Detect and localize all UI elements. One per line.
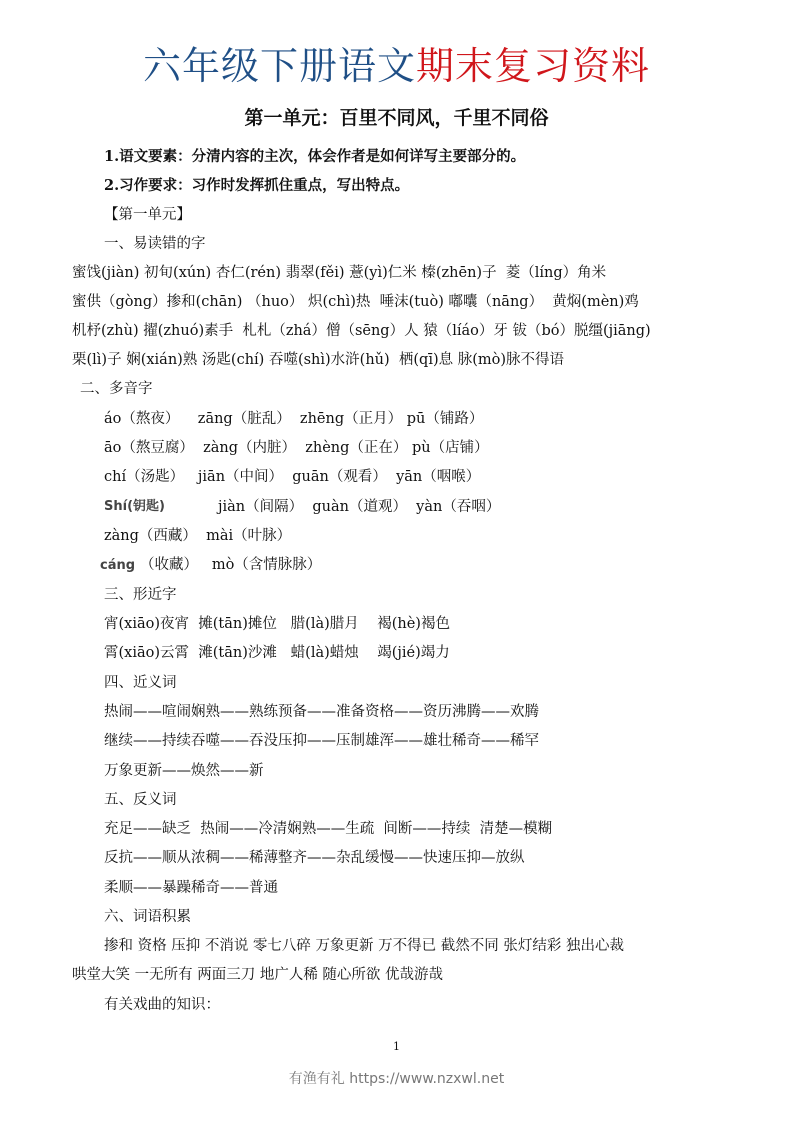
section-heading: 二、多音字 bbox=[80, 381, 153, 397]
text-line: 宵(xiāo)夜宵 摊(tān)摊位 腊(là)腊月 褐(hè)褐色 bbox=[104, 616, 450, 632]
text-line: 继续——持续吞噬——吞没压抑——压制雄浑——雄壮稀奇——稀罕 bbox=[104, 733, 539, 749]
text-line: 哄堂大笑 一无所有 两面三刀 地广人稀 随心所欲 优哉游哉 bbox=[72, 967, 444, 983]
section-heading: 四、近义词 bbox=[104, 675, 177, 691]
text-line: Shí(钥匙) bbox=[104, 499, 165, 514]
page-number: 1 bbox=[393, 1040, 400, 1053]
text-line: zàng（西藏） mài（叶脉） bbox=[104, 528, 292, 544]
text-line: cáng bbox=[100, 558, 136, 573]
text-line: chí（汤匙） jiān（中间） guān（观看） yān（咽喉） bbox=[104, 469, 481, 485]
text-line: 热闹——喧闹娴熟——熟练预备——准备资格——资历沸腾——欢腾 bbox=[104, 704, 539, 720]
text-line: áo（熬夜） zāng（脏乱） zhēng（正月） pū（铺路） bbox=[104, 411, 484, 427]
page-title bbox=[0, 36, 793, 96]
text-line: 蜜供（gòng）掺和(chān) （huo） 炽(chì)热 唾沫(tuò) 嘟囔（nāng） 黄焖(mèn)鸡 bbox=[72, 294, 639, 310]
text-line: 万象更新——焕然——新 bbox=[104, 763, 264, 779]
text-line: 柔顺——暴躁稀奇——普通 bbox=[104, 880, 278, 896]
text-line: 蜜饯(jiàn) 初旬(xún) 杏仁(rén) 翡翠(fěi) 薏(yì)仁米 榛(zhēn)子 菱（líng）角米 bbox=[72, 265, 607, 281]
text-line: 掺和 资格 压抑 不消说 零七八碎 万象更新 万不得已 截然不同 张灯结彩 独出心裁 bbox=[104, 938, 624, 954]
section-heading: 一、易读错的字 bbox=[104, 236, 206, 252]
text-line: 有关戏曲的知识： bbox=[104, 997, 220, 1013]
unit-subtitle: 第一单元：百里不同风，千里不同俗 bbox=[244, 107, 549, 129]
text-line: 机杼(zhù) 擢(zhuó)素手 札札（zhá）僧（sēng）人 猿（líáo）牙 钹（bó）脱缰(jiāng) bbox=[72, 323, 651, 339]
section-heading: 三、形近字 bbox=[104, 587, 177, 603]
text-line: （收藏） mò（含情脉脉） bbox=[140, 557, 322, 573]
text-line: 充足——缺乏 热闹——冷清娴熟——生疏 间断——持续 清楚—模糊 bbox=[104, 821, 553, 837]
title-part-1: 六年级下册语文 bbox=[142, 44, 416, 88]
text-line: 霄(xiāo)云霄 滩(tān)沙滩 蜡(là)蜡烛 竭(jié)竭力 bbox=[104, 645, 450, 661]
requirement-line: 2.习作要求：习作时发挥抓住重点，写出特点。 bbox=[104, 177, 410, 194]
section-heading: 六、词语积累 bbox=[104, 909, 191, 925]
text-line: 栗(lì)子 娴(xián)熟 汤匙(chí) 吞噬(shì)水浒(hǔ) 栖(qī)息 脉(mò)脉不得语 bbox=[72, 352, 565, 368]
text-line: 反抗——顺从浓稠——稀薄整齐——杂乱缓慢——快速压抑—放纵 bbox=[104, 850, 525, 866]
footer-watermark: 有渔有礼 https://www.nzxwl.net bbox=[288, 1071, 505, 1087]
section-heading: 五、反义词 bbox=[104, 792, 177, 808]
text-line: jiàn（间隔） guàn（道观） yàn（吞咽） bbox=[218, 499, 501, 515]
requirement-line: 1.语文要素：分清内容的主次，体会作者是如何详写主要部分的。 bbox=[104, 148, 526, 165]
text-line: āo（熬豆腐） zàng（内脏） zhèng（正在） pù（店铺） bbox=[104, 440, 489, 456]
section-heading: 【第一单元】 bbox=[104, 207, 191, 223]
title-part-2: 期末复习资料 bbox=[416, 44, 651, 88]
